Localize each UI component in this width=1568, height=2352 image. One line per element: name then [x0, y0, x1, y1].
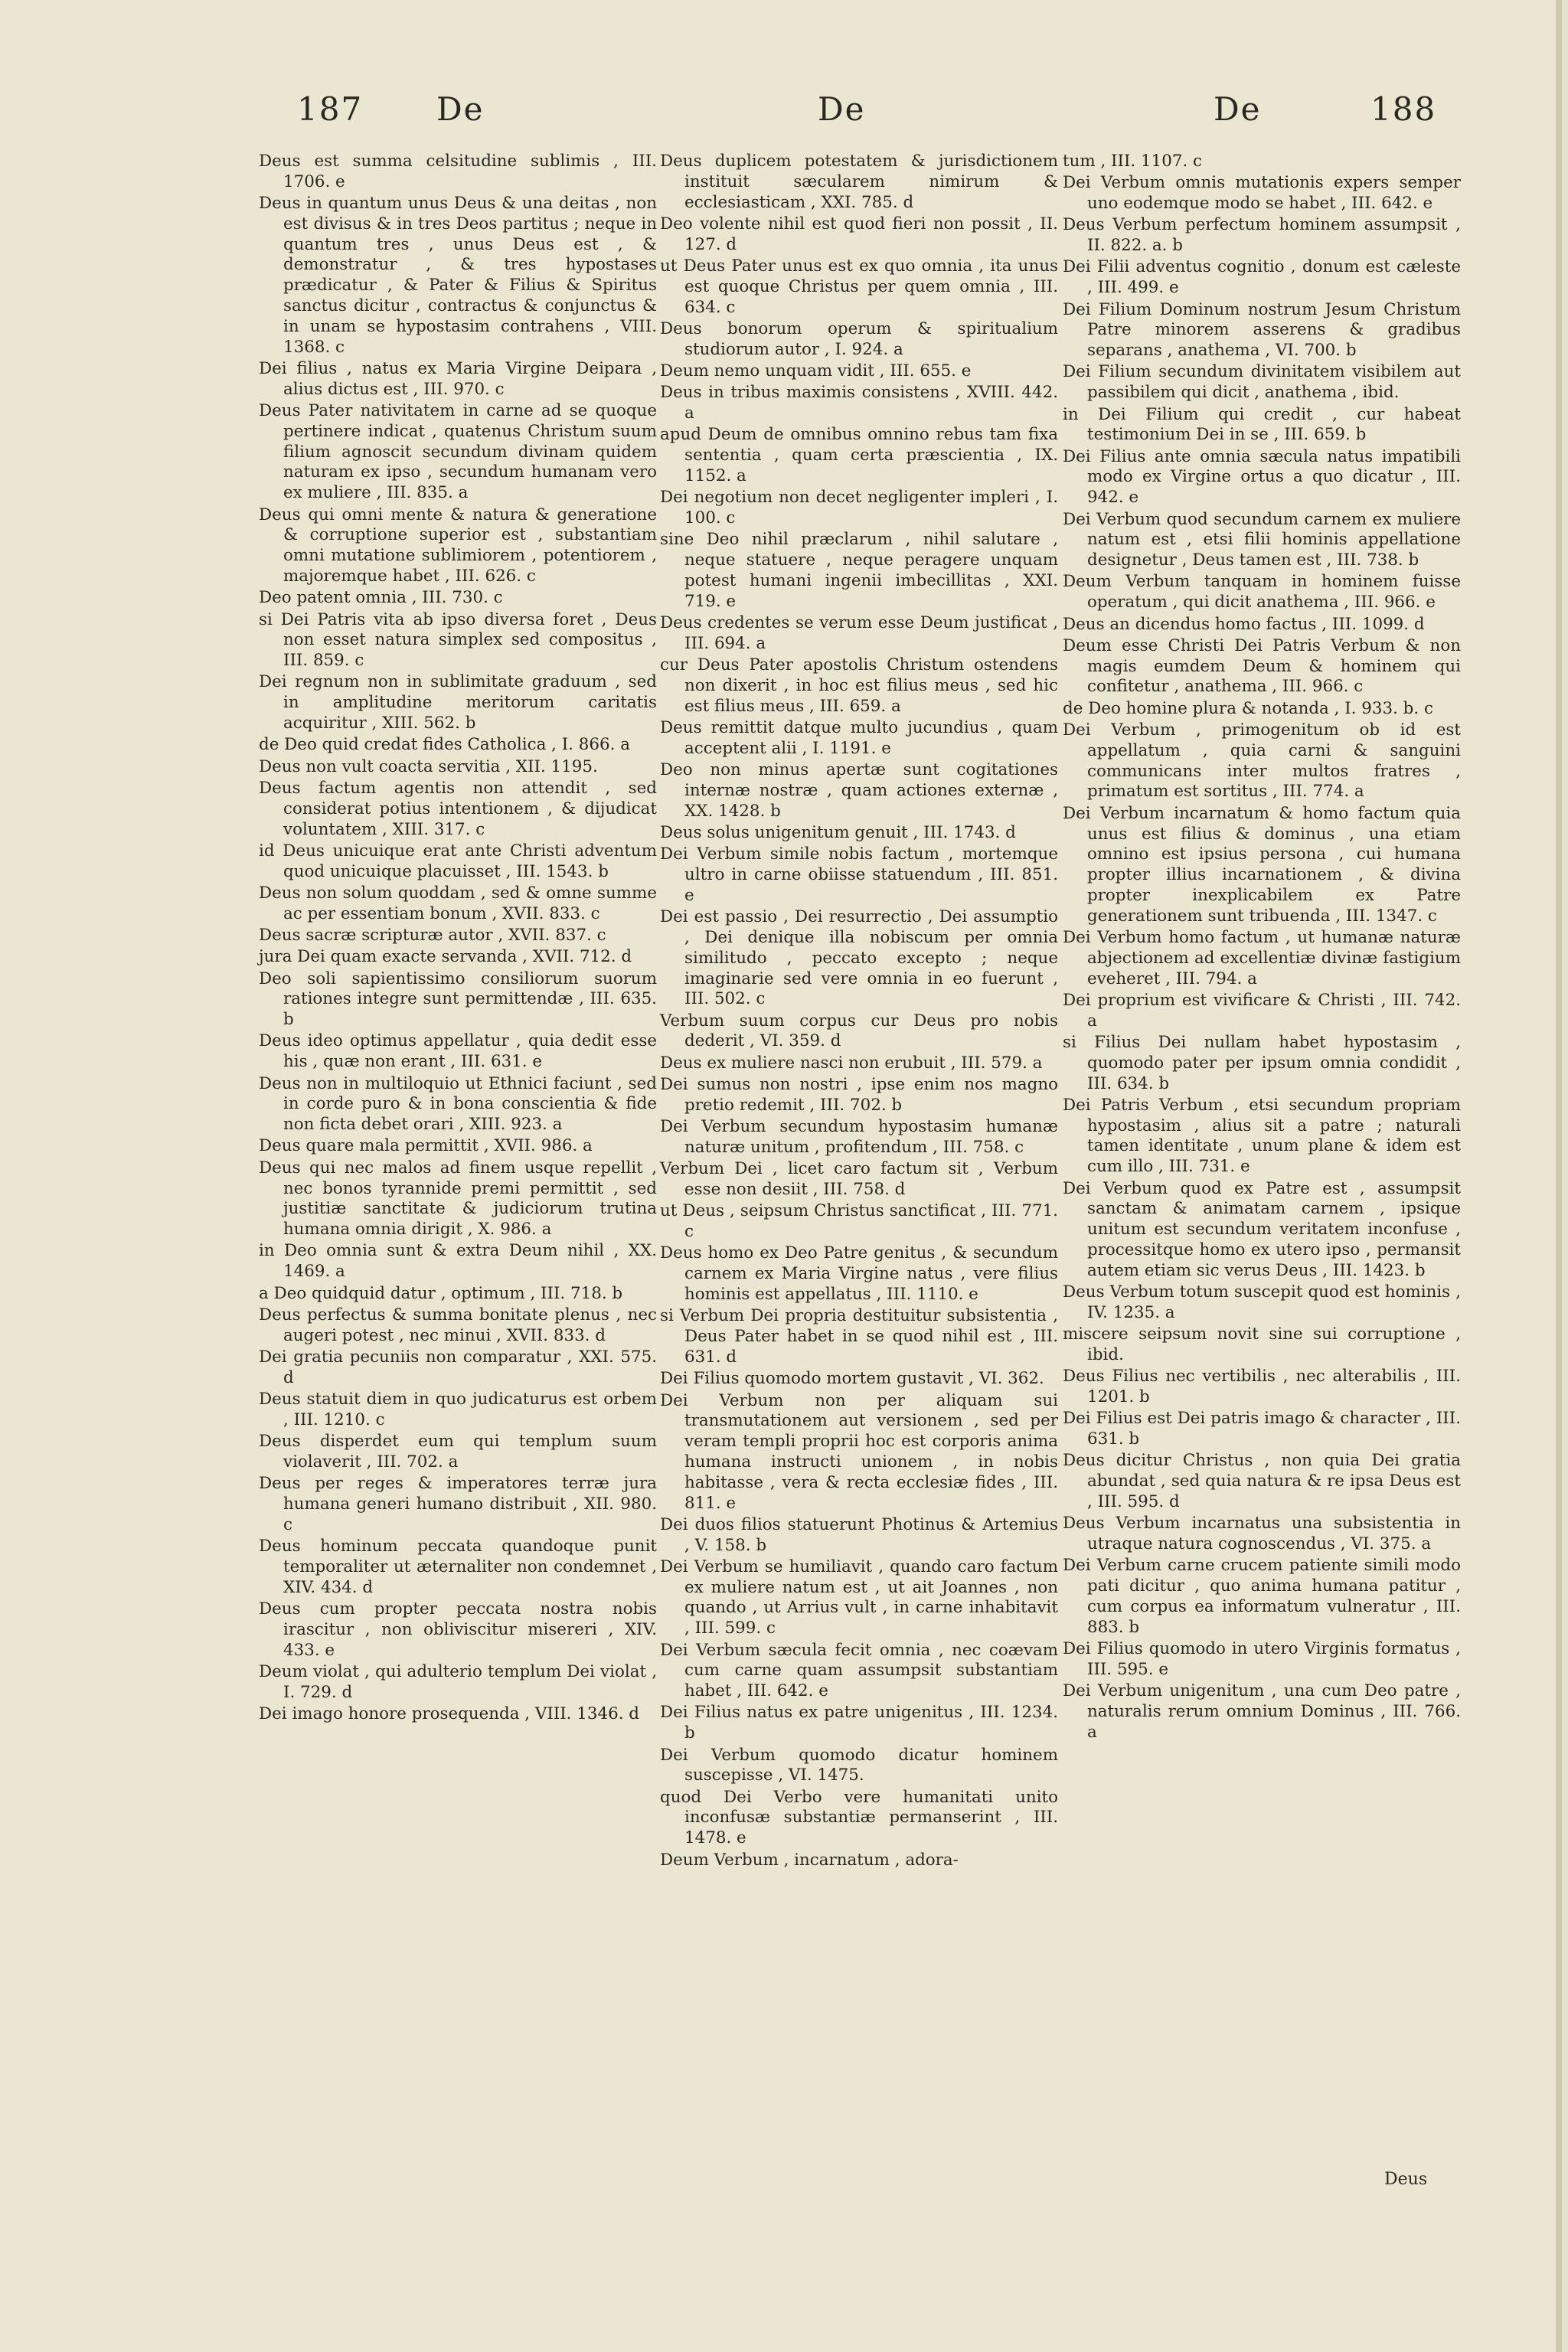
index-entry: Dei Verbum quomodo dicatur hominem suscepisse , VI. 1475.	[660, 1745, 1058, 1785]
index-entry: Dei Verbum quod ex Patre est , assumpsit sanctam & animatam carnem , ipsique unitum est secundum veritatem inconfuse , processitque homo ex utero ipso , permansit autem etiam sic verus Deus , III. 1423. b	[1063, 1178, 1461, 1280]
index-column-2	[660, 152, 1058, 1872]
index-entry: si Verbum Dei propria destituitur subsistentia , Deus Pater habet in se quod nihil est , III. 631. d	[660, 1306, 1058, 1367]
index-entry: Deus qui nec malos ad finem usque repellit , nec bonos tyrannide premi permittit , sed justitiæ sanctitate & judiciorum trutina humana omnia dirigit , X. 986. a	[259, 1158, 657, 1240]
index-entry: Dei Verbum , primogenitum ob id est appellatum , quia carni & sanguini communicans inter multos fratres , primatum est sortitus , III. 774. a	[1063, 720, 1461, 802]
index-entry: Deus an dicendus homo factus , III. 1099. d	[1063, 614, 1425, 634]
index-entry: Deus Verbum incarnatus una subsistentia in utraque natura cognoscendus , VI. 375. a	[1063, 1514, 1461, 1554]
index-entry: Dei est passio , Dei resurrectio , Dei assumptio , Dei denique illa nobiscum per omnia similitudo , peccato excepto ; neque imaginarie sed vere omnia in eo fuerunt , III. 502. c	[660, 907, 1058, 1009]
index-entry: Deus Filius nec vertibilis , nec alterabilis , III. 1201. b	[1063, 1367, 1461, 1407]
index-entry: Deus ideo optimus appellatur , quia dedit esse his , quæ non erant , III. 631. e	[259, 1031, 657, 1072]
index-entry: Deus bonorum operum & spiritualium studiorum autor , I. 924. a	[660, 318, 1058, 359]
index-entry: Dei sumus non nostri , ipse enim nos magno pretio redemit , III. 702. b	[660, 1075, 1058, 1115]
index-entry: Dei Verbum unigenitum , una cum Deo patre , naturalis rerum omnium Dominus , III. 766. a	[1063, 1681, 1461, 1742]
index-entry: sine Deo nihil præclarum , nihil salutare , neque statuere , neque peragere unquam potest humani ingenii imbecillitas , XXI. 719. e	[660, 530, 1058, 611]
index-entry: Deus disperdet eum qui templum suum violaverit , III. 702. a	[259, 1432, 657, 1472]
index-entry: a Deo quidquid datur , optimum , III. 718. b	[259, 1283, 623, 1303]
index-entry: Deus in tribus maximis consistens , XVIII. 442. a	[660, 383, 1058, 423]
index-entry: Deus non in multiloquio ut Ethnici faciunt , sed in corde puro & in bona conscientia & fide non ficta debet orari , XIII. 923. a	[259, 1073, 657, 1135]
index-entry: Dei imago honore prosequenda , VIII. 1346. d	[259, 1704, 639, 1723]
index-entry: Deus non vult coacta servitia , XII. 1195.	[259, 756, 598, 776]
index-entry: Dei Filius quomodo in utero Virginis formatus , III. 595. e	[1063, 1639, 1461, 1679]
index-entry: si Dei Patris vita ab ipso diversa foret , Deus non esset natura simplex sed compositus , III. 859. c	[259, 609, 657, 671]
index-entry: Dei duos filios statuerunt Photinus & Artemius , V. 158. b	[660, 1514, 1058, 1555]
index-entry: Deum violat , qui adulterio templum Dei violat , I. 729. d	[259, 1661, 657, 1702]
index-entry: Deus perfectus & summa bonitate plenus , nec augeri potest , nec minui , XVII. 833. d	[259, 1305, 657, 1345]
index-entry: Deus dicitur Christus , non quia Dei gratia abundat , sed quia natura & re ipsa Deus est , III. 595. d	[1063, 1451, 1461, 1511]
index-entry: Deus sacræ scripturæ autor , XVII. 837. c	[259, 925, 606, 945]
index-entry: de Deo quid credat fides Catholica , I. 866. a	[259, 735, 630, 755]
index-entry: Deus credentes se verum esse Deum justificat , III. 694. a	[660, 613, 1058, 653]
index-entry: Deus quare mala permittit , XVII. 986. a	[259, 1136, 593, 1156]
index-entry: tum , III. 1107. c	[1063, 152, 1203, 171]
index-entry: Deo volente nihil est quod fieri non possit , II. 127. d	[660, 214, 1058, 254]
index-entry: Deus Pater nativitatem in carne ad se quoque pertinere indicat , quatenus Christum suum filium agnoscit secundum divinam quidem naturam ex ipso , secundum humanam vero ex muliere , III. 835. a	[259, 401, 657, 503]
index-entry: Dei Filii adventus cognitio , donum est cæleste , III. 499. e	[1063, 257, 1461, 298]
index-entry: Verbum suum corpus cur Deus pro nobis dederit , VI. 359. d	[660, 1011, 1058, 1051]
index-entry: in Dei Filium qui credit , cur habeat testimonium Dei in se , III. 659. b	[1063, 404, 1461, 445]
index-entry: Dei Filius est Dei patris imago & character , III. 631. b	[1063, 1409, 1461, 1449]
index-entry: Deo patent omnia , III. 730. c	[259, 588, 503, 608]
index-entry: de Deo homine plura & notanda , I. 933. b. c	[1063, 698, 1433, 718]
index-column-3	[1063, 152, 1461, 1744]
index-entry: Deus per reges & imperatores terræ jura humana generi humano distribuit , XII. 980. c	[259, 1474, 657, 1534]
index-entry: Dei filius , natus ex Maria Virgine Deipara , alius dictus est , III. 970. c	[259, 358, 657, 399]
index-column-1	[259, 152, 657, 1726]
index-entry: Deus statuit diem in quo judicaturus est orbem , III. 1210. c	[259, 1390, 657, 1429]
index-entry: Deus Verbum totum suscepit quod est hominis , IV. 1235. a	[1063, 1282, 1461, 1322]
index-entry: Dei Verbum carne crucem patiente simili modo pati dicitur , quo anima humana patitur , cum corpus ea informatum vulneratur , III. 883. b	[1063, 1556, 1461, 1637]
index-entry: Dei Verbum homo factum , ut humanæ naturæ abjectionem ad excellentiæ divinæ fastigium eveheret , III. 794. a	[1063, 927, 1461, 988]
index-entry: jura Dei quam exacte servanda , XVII. 712. d	[259, 947, 632, 967]
index-entry: Deus in quantum unus Deus & una deitas , non est divisus & in tres Deos partitus ; neque in quantum tres , unus Deus est , & demonstratur , & tres hypostases prædicatur , & Pater & Filius & Spiritus sanctus dicitur , contractus & conjunctus & in unam se hypostasim contrahens , VIII. 1368. c	[259, 194, 657, 357]
index-entry: Dei Verbum non per aliquam sui transmutationem aut versionem , sed per veram templi proprii hoc est corporis anima humana instructi unionem , in nobis habitasse , vera & recta ecclesiæ fides , III. 811. e	[660, 1390, 1058, 1513]
index-entry: miscere seipsum novit sine sui corruptione , ibid.	[1063, 1325, 1461, 1364]
index-entry: Deum nemo unquam vidit , III. 655. e	[660, 361, 972, 381]
index-entry: Dei Verbum quod secundum carnem ex muliere natum est , etsi filii hominis appellatione designetur , Deus tamen est , III. 738. b	[1063, 509, 1461, 570]
index-entry: Deum Verbum tanquam in hominem fuisse operatum , qui dicit anathema , III. 966. e	[1063, 572, 1461, 612]
index-entry: Deus cum propter peccata nostra nobis irascitur , non obliviscitur misereri , XIV. 433. e	[259, 1599, 657, 1660]
index-entry: Dei Verbum simile nobis factum , mortemque ultro in carne obiisse statuendum , III. 851. e	[660, 844, 1058, 905]
index-entry: Deus remittit datque multo jucundius , quam acceptent alii , I. 1191. e	[660, 718, 1058, 758]
index-entry: Dei regnum non in sublimitate graduum , sed in amplitudine meritorum caritatis acquiritur , XIII. 562. b	[259, 672, 657, 733]
index-entry: Dei Verbum omnis mutationis expers semper uno eodemque modo se habet , III. 642. e	[1063, 173, 1461, 214]
index-entry: Deo non minus apertæ sunt cogitationes internæ nostræ , quam actiones externæ , XX. 1428. b	[660, 760, 1058, 821]
index-entry: Deus ex muliere nasci non erubuit , III. 579. a	[660, 1053, 1043, 1073]
left-running-head: De	[436, 90, 485, 128]
index-entry: ut Deus Pater unus est ex quo omnia , ita unus est quoque Christus per quem omnia , III. 634. c	[660, 256, 1058, 317]
index-entry: in Deo omnia sunt & extra Deum nihil , XX. 1469. a	[259, 1241, 657, 1282]
index-entry: Dei Filium Dominum nostrum Jesum Christum Patre minorem asserens & gradibus separans , anathema , VI. 700. b	[1063, 299, 1461, 361]
index-entry: Deus duplicem potestatem & jurisdictionem instituit sæcularem nimirum & ecclesiasticam , XXI. 785. d	[660, 152, 1058, 212]
index-entry: Dei Filius quomodo mortem gustavit , VI. 362.	[660, 1369, 1044, 1389]
index-entry: Dei negotium non decet negligenter impleri , I. 100. c	[660, 488, 1058, 528]
index-entry: Deus solus unigenitum genuit , III. 1743. d	[660, 823, 1016, 842]
index-entry: Deus factum agentis non attendit , sed considerat potius intentionem , & dijudicat voluntatem , XIII. 317. c	[259, 778, 657, 839]
index-entry: Deo soli sapientissimo consiliorum suorum rationes integre sunt permittendæ , III. 635. b	[259, 969, 657, 1030]
index-entry: Deus hominum peccata quandoque punit temporaliter ut æternaliter non condemnet , XIV. 434. d	[259, 1537, 657, 1597]
left-page-number: 187	[297, 90, 364, 128]
index-entry: ut Deus , seipsum Christus sanctificat , III. 771. c	[660, 1201, 1058, 1242]
index-entry: apud Deum de omnibus omnino rebus tam fixa sententia , quam certa præscientia , IX. 1152. a	[660, 425, 1058, 485]
index-entry: Dei Verbum secundum hypostasim humanæ naturæ unitum , profitendum , III. 758. c	[660, 1117, 1058, 1157]
index-entry: Dei gratia pecuniis non comparatur , XXI. 575. d	[259, 1347, 657, 1387]
index-entry: id Deus unicuique erat ante Christi adventum quod unicuique placuisset , III. 1543. b	[259, 841, 657, 881]
right-page-number: 188	[1370, 90, 1437, 128]
index-entry: Dei Verbum se humiliavit , quando caro factum ex muliere natum est , ut ait Joannes , non quando , ut Arrius vult , in carne inhabitavit , III. 599. c	[660, 1557, 1058, 1638]
index-entry: Deus Verbum perfectum hominem assumpsit , II. 822. a. b	[1063, 215, 1461, 256]
index-entry: Verbum Dei , licet caro factum sit , Verbum esse non desiit , III. 758. d	[660, 1159, 1058, 1200]
index-entry: Dei proprium est vivificare & Christi , III. 742. a	[1063, 990, 1461, 1031]
index-entry: Deum Verbum , incarnatum , adora-	[660, 1850, 959, 1870]
index-entry: Deus est summa celsitudine sublimis , III. 1706. e	[259, 152, 657, 191]
index-entry: Deus qui omni mente & natura & generatione & corruptione superior est , substantiam omni mutatione sublimiorem , potentiorem , majoremque habet , III. 626. c	[259, 505, 657, 586]
index-entry: cur Deus Pater apostolis Christum ostendens non dixerit , in hoc est filius meus , sed hic est filius meus , III. 659. a	[660, 655, 1058, 716]
index-entry: Deus homo ex Deo Patre genitus , & secundum carnem ex Maria Virgine natus , vere filius hominis est appellatus , III. 1110. e	[660, 1243, 1058, 1305]
index-entry: Dei Verbum sæcula fecit omnia , nec coævam cum carne quam assumpsit substantiam habet , III. 642. e	[660, 1640, 1058, 1701]
index-entry: Dei Patris Verbum , etsi secundum propriam hypostasim , alius sit a patre ; naturali tamen identitate , unum plane & idem est cum illo , III. 731. e	[1063, 1095, 1461, 1177]
index-entry: Dei Filium secundum divinitatem visibilem aut passibilem qui dicit , anathema , ibid.	[1063, 362, 1461, 403]
index-entry: quod Dei Verbo vere humanitati unito inconfusæ substantiæ permanserint , III. 1478. e	[660, 1787, 1058, 1848]
catchword: Deus	[1384, 2170, 1428, 2189]
index-entry: Deum esse Christi Dei Patris Verbum & non magis eumdem Deum & hominem qui confitetur , anathema , III. 966. c	[1063, 635, 1461, 697]
center-running-head: De	[818, 90, 866, 128]
index-entry: Deus non solum quoddam , sed & omne summe ac per essentiam bonum , XVII. 833. c	[259, 883, 657, 923]
index-entry: si Filius Dei nullam habet hypostasim , quomodo pater per ipsum omnia condidit , III. 634. b	[1063, 1032, 1461, 1093]
index-entry: Dei Filius natus ex patre unigenitus , III. 1234. b	[660, 1703, 1058, 1743]
right-running-head: De	[1214, 90, 1262, 128]
index-entry: Dei Verbum incarnatum & homo factum quia unus est filius & dominus , una etiam omnino est ipsius persona , cui humana propter illius incarnationem , & divina propter inexplicabilem ex Patre generationem sunt tribuenda , III. 1347. c	[1063, 803, 1461, 926]
page-edge	[1556, 0, 1562, 2352]
index-entry: Dei Filius ante omnia sæcula natus impatibili modo ex Virgine ortus a quo dicatur , III. 942. e	[1063, 446, 1461, 508]
